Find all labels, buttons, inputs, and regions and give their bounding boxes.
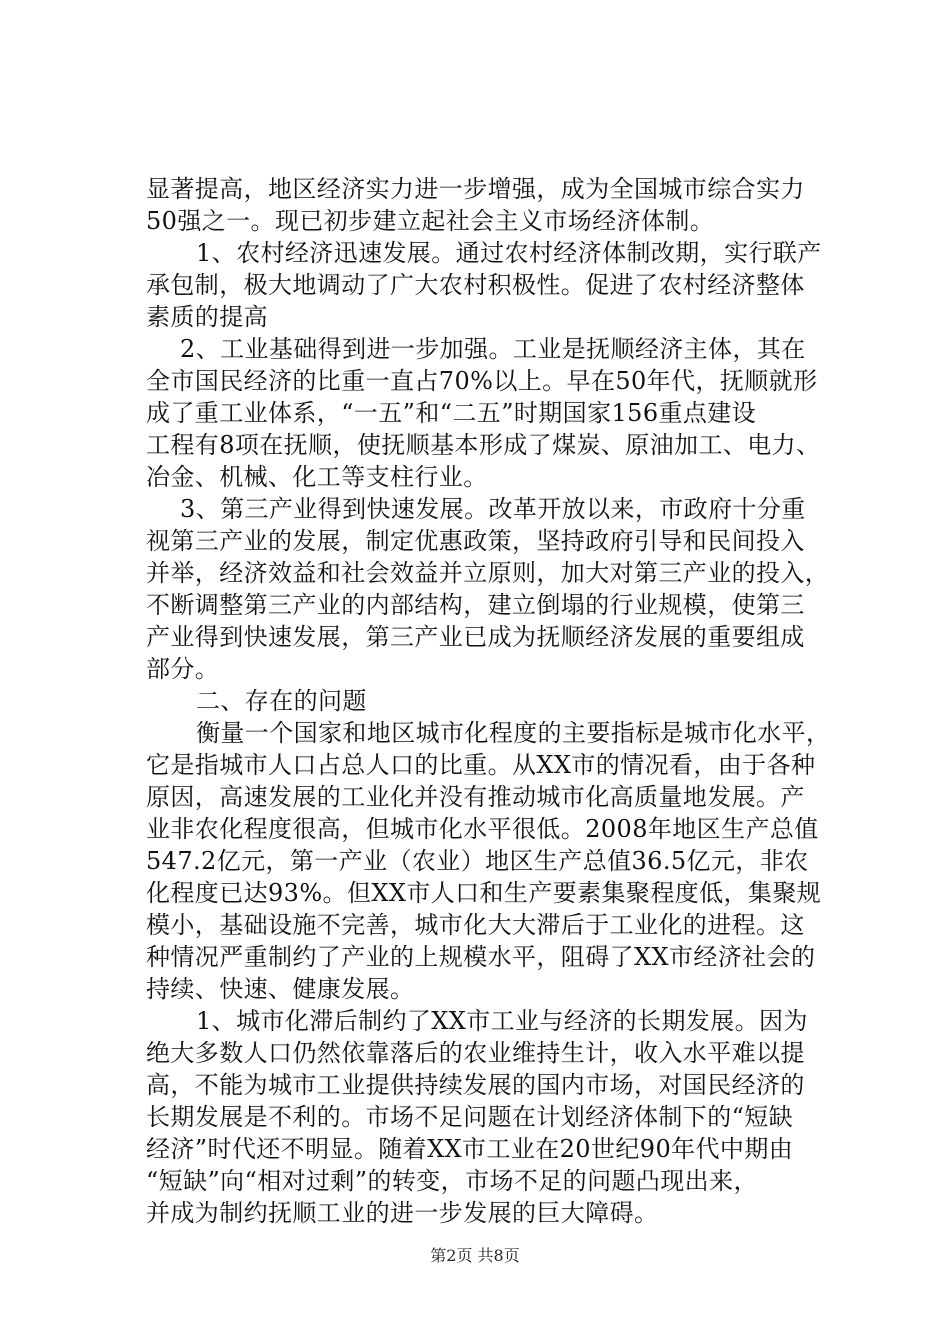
- text-line: 模小，基础设施不完善，城市化大大滞后于工业化的进程。这: [146, 911, 805, 939]
- text-line: 高，不能为城市工业提供持续发展的国内市场，对国民经济的: [146, 1071, 805, 1099]
- text-line: 并成为制约抚顺工业的进一步发展的巨大障碍。: [146, 1199, 659, 1227]
- text-line: 部分。: [146, 655, 220, 683]
- text-line: 547.2亿元，第一产业（农业）地区生产总值36.5亿元，非农: [146, 847, 809, 875]
- section-heading: 二、存在的问题: [196, 687, 367, 715]
- text-line: 不断调整第三产业的内部结构，建立倒塌的行业规模，使第三: [146, 591, 805, 619]
- text-line: 全市国民经济的比重一直占70%以上。早在50年代，抚顺就形: [146, 367, 818, 395]
- text-line: 成了重工业体系，“一五”和“二五”时期国家156重点建设: [146, 399, 757, 427]
- text-line: 冶金、机械、化工等支柱行业。: [146, 463, 488, 491]
- text-line: 种情况严重制约了产业的上规模水平，阻碍了XX市经济社会的: [146, 943, 816, 971]
- page-number-footer: 第2页 共8页: [430, 1246, 520, 1265]
- text-line: 原因，高速发展的工业化并没有推动城市化高质量地发展。产: [146, 783, 805, 811]
- text-line: 经济”时代还不明显。随着XX市工业在20世纪90年代中期由: [146, 1135, 794, 1163]
- text-line: 显著提高，地区经济实力进一步增强，成为全国城市综合实力: [146, 175, 805, 203]
- text-line: 化程度已达93%。但XX市人口和生产要素集聚程度低，集聚规: [146, 879, 822, 907]
- text-line: 素质的提高: [146, 303, 268, 331]
- text-line: 产业得到快速发展，第三产业已成为抚顺经济发展的重要组成: [146, 623, 805, 651]
- text-line: 它是指城市人口占总人口的比重。从XX市的情况看，由于各种: [146, 751, 816, 779]
- text-line: 3、第三产业得到快速发展。改革开放以来，市政府十分重: [180, 495, 806, 523]
- text-line: “短缺”向“相对过剩”的转变，市场不足的问题凸现出来，: [146, 1167, 758, 1195]
- text-line: 承包制，极大地调动了广大农村积极性。促进了农村经济整体: [146, 271, 805, 299]
- text-line: 并举，经济效益和社会效益并立原则，加大对第三产业的投入，: [146, 559, 830, 587]
- text-line: 业非农化程度很高，但城市化水平很低。2008年地区生产总值: [146, 815, 819, 843]
- text-line: 2、工业基础得到进一步加强。工业是抚顺经济主体，其在: [180, 335, 806, 363]
- text-line: 视第三产业的发展，制定优惠政策，坚持政府引导和民间投入: [146, 527, 805, 555]
- text-line: 1、农村经济迅速发展。通过农村经济体制改期，实行联产: [196, 239, 822, 267]
- text-line: 长期发展是不利的。市场不足问题在计划经济体制下的“短缺: [146, 1103, 794, 1131]
- text-line: 工程有8项在抚顺，使抚顺基本形成了煤炭、原油加工、电力、: [146, 431, 821, 459]
- text-line: 50强之一。现已初步建立起社会主义市场经济体制。: [146, 207, 715, 235]
- text-line: 1、城市化滞后制约了XX市工业与经济的长期发展。因为: [196, 1007, 808, 1035]
- text-line: 衡量一个国家和地区城市化程度的主要指标是城市化水平，: [196, 719, 831, 747]
- text-line: 绝大多数人口仍然依靠落后的农业维持生计，收入水平难以提: [146, 1039, 805, 1067]
- text-line: 持续、快速、健康发展。: [146, 975, 415, 1003]
